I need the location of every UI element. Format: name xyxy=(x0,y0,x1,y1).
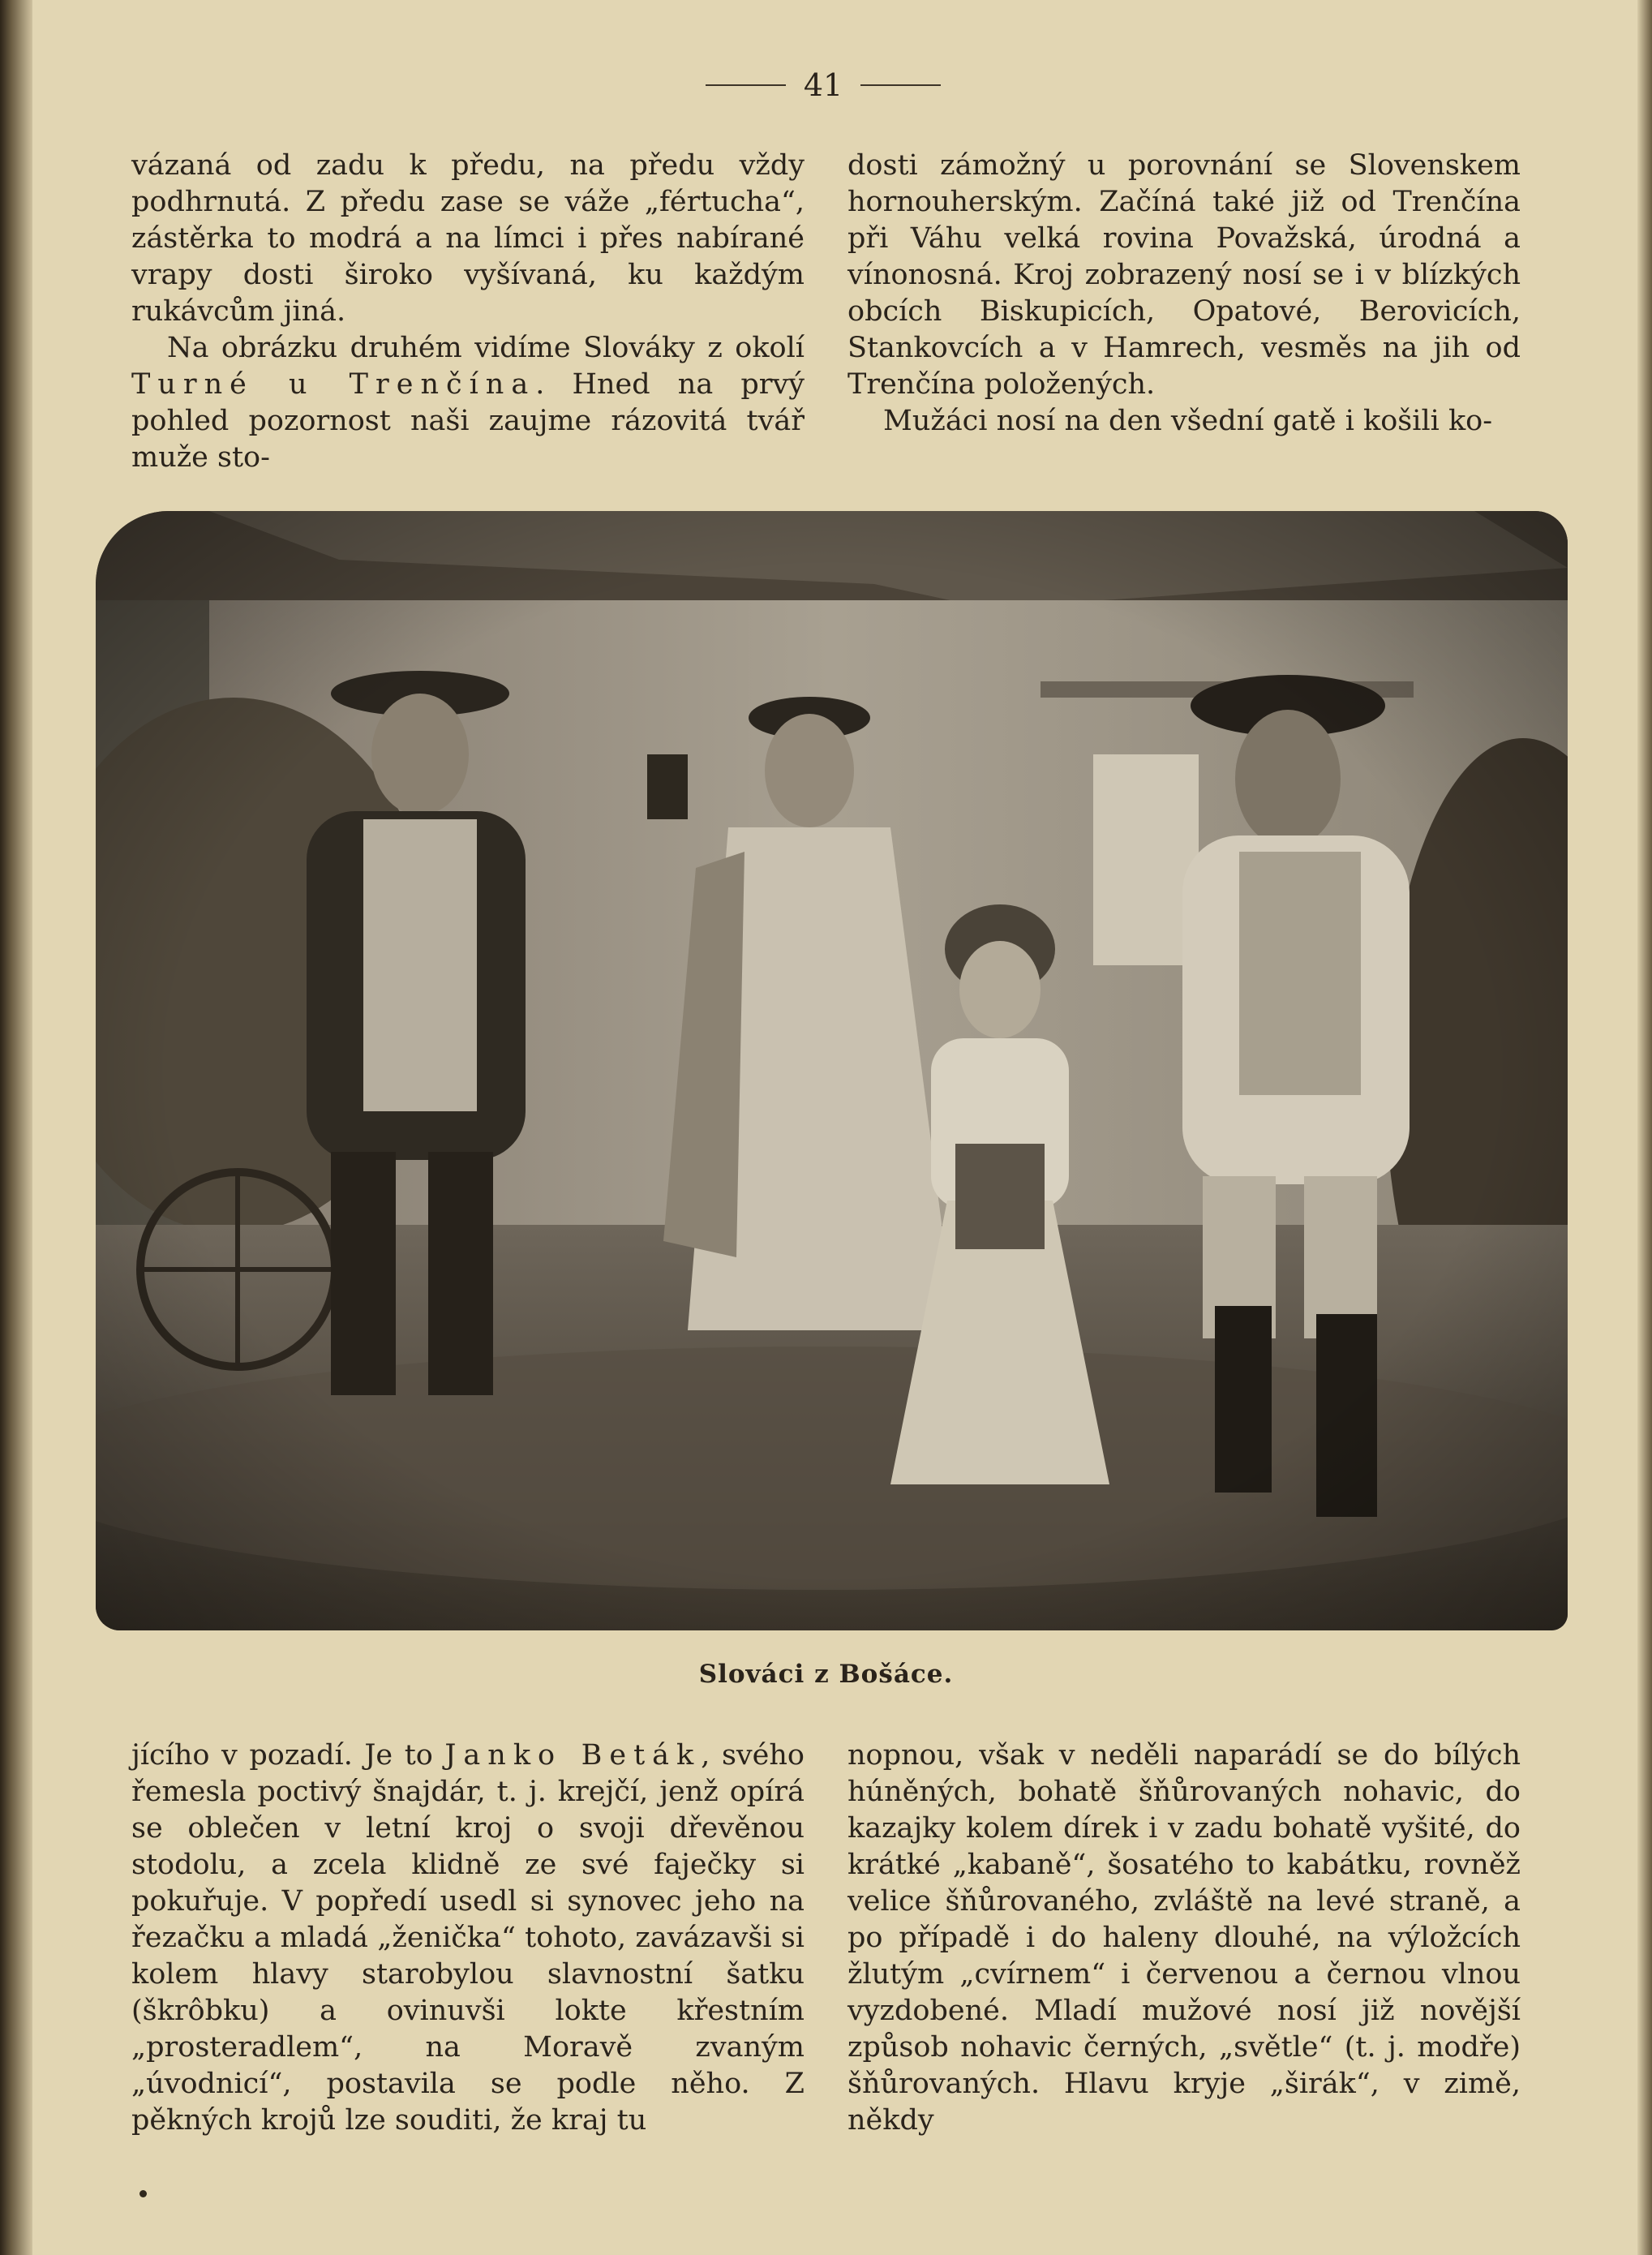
photo-caption: Slováci z Bošáce. xyxy=(698,1660,954,1689)
page-edge-shadow xyxy=(1637,0,1652,2255)
ink-speck xyxy=(139,2190,147,2197)
paragraph xyxy=(131,1737,805,2139)
photograph-image xyxy=(96,511,1568,1630)
paragraph: Mužáci nosí na den všední gatě i košili ko- xyxy=(883,405,1493,437)
header-rule-left xyxy=(706,84,786,86)
bottom-left-column xyxy=(131,1737,805,2139)
paragraph: nopnou, však v neděli naparádí se do bílých húněných, bohatě šňůrovaných nohavic, do kazajky kolem dírek i v zadu bohatě vyšité, do krátké „kabaně“, šosatého to kabátku, rovněž velice šňůrovaného, zvláště na levé straně, a po případě i do haleny dlouhé, na výložcích žlutým „cvírnem“ i červenou a černou vlnou vyzdobené. Mladí mužové nosí již novější způsob nohavic černých, „světle“ (t. j. modře) šňůrovaných. Hlavu kryje „širák“, v zimě, někdy xyxy=(847,1739,1521,2137)
top-right-column xyxy=(847,148,1521,440)
paragraph: dosti zámožný u porovnání se Slovenskem hornouherským. Začíná také již od Trenčína při Váhu velká rovina Považská, úrodná a vínonosná. Kroj zobrazený nosí se i v blízkých obcích Biskupicích, Opatové, Berovicích, Stankovcích a v Hamrech, vesměs na jih od Trenčína položených. xyxy=(847,149,1521,401)
photograph-slovaks-from-bosace xyxy=(96,511,1568,1630)
paragraph: vázaná od zadu k předu, na předu vždy podhrnutá. Z předu zase se váže „fértucha“, zástěrka to modrá a na límci i přes nabírané vrapy dosti široko vyšívaná, ku každým rukávcům jiná. xyxy=(131,149,805,328)
page-number-header xyxy=(706,65,941,105)
bottom-right-column xyxy=(847,1737,1521,2139)
page-number: 41 xyxy=(803,67,843,103)
top-left-column xyxy=(131,148,805,476)
text-span: jícího v pozadí. Je to xyxy=(131,1739,445,1772)
book-binding-shadow xyxy=(0,0,32,2255)
text-span: . Hned na prvý pohled pozornost naši zaujme rázovitá tvář muže sto- xyxy=(131,368,805,474)
text-span: Na obrázku druhém vidíme Slováky z okolí xyxy=(167,332,805,364)
person-name: Janko Beták xyxy=(444,1739,702,1772)
place-name: Turné u Trenčína xyxy=(131,368,536,401)
text-span: , svého řemesla poctivý šnajdár, t. j. krejčí, jenž opírá se oblečen v letní kroj o svoji dřevěnou stodolu, a zcela klidně ze své faječky si pokuřuje. V popředí usedl si synovec jeho na řezačku a mladá „ženička“ tohoto, zavázavši si kolem hlavy starobylou slavnostní šatku (škrôbku) a ovinuvši lokte křestním „prosteradlem“, na Moravě zvaným „úvodnicí“, postavila se podle něho. Z pěkných krojů lze souditi, že kraj tu xyxy=(131,1739,805,2137)
header-rule-right xyxy=(860,84,941,86)
paragraph xyxy=(131,330,805,476)
